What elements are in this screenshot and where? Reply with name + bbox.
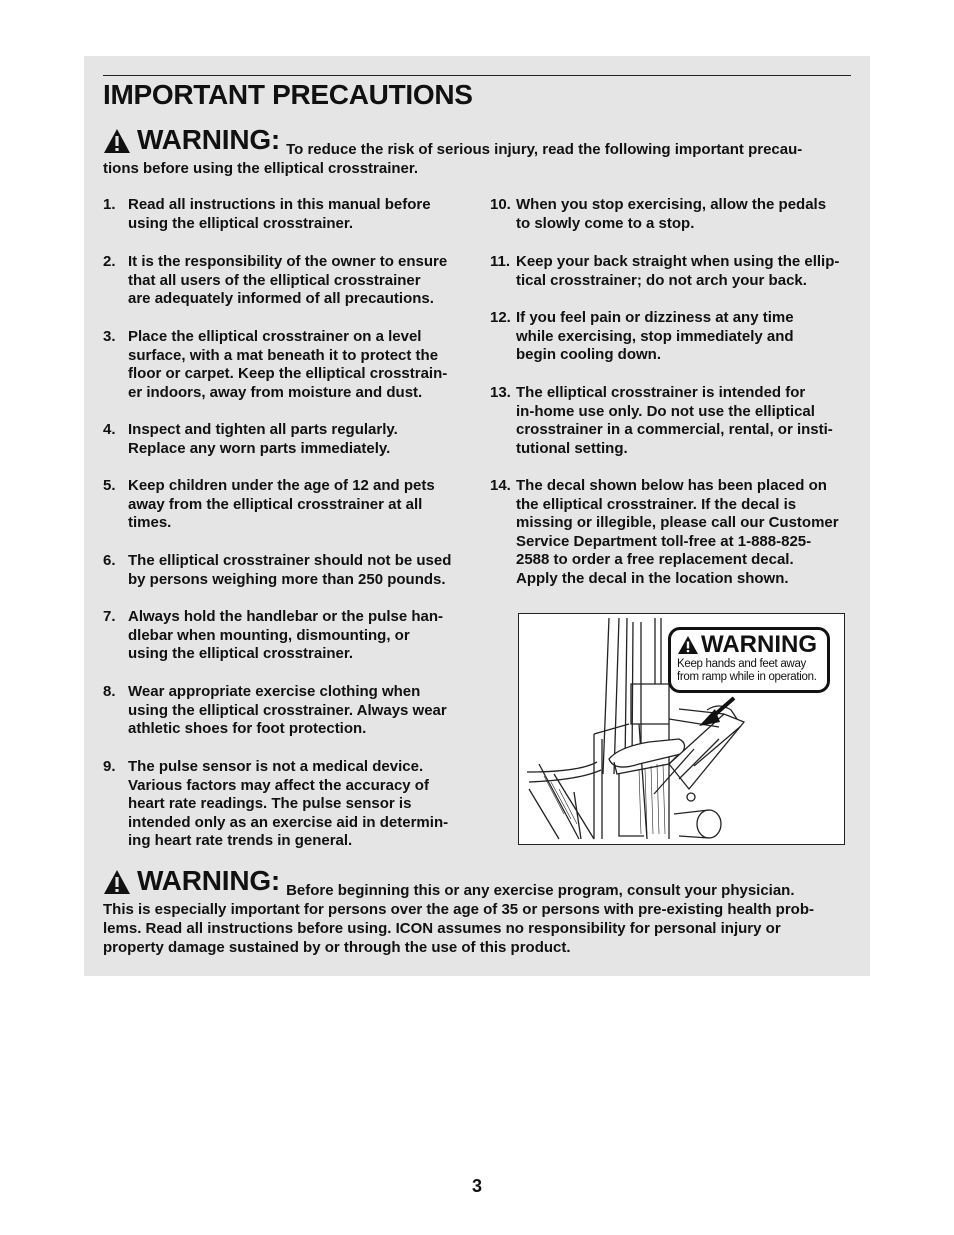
warning-triangle-icon bbox=[677, 635, 699, 655]
precaution-item: 12. If you feel pain or dizziness at any time while exercising, stop immediately and begin cooling down. bbox=[490, 309, 794, 364]
warning-intro-line: tions before using the elliptical crosstrainer. bbox=[103, 160, 419, 177]
warning-triangle-icon bbox=[103, 869, 131, 895]
page-number: 3 bbox=[471, 1176, 482, 1196]
warning-footer-line: property damage sustained by or through the use of this product. bbox=[103, 939, 571, 956]
decal-location-illustration bbox=[518, 613, 845, 845]
warning-intro bbox=[103, 126, 853, 178]
precaution-item: 10. When you stop exercising, allow the pedals to slowly come to a stop. bbox=[490, 196, 827, 232]
warning-label: WARNING: bbox=[137, 865, 281, 896]
precaution-item: 1. Read all instructions in this manual before using the elliptical crosstrainer. bbox=[103, 196, 431, 232]
warning-footer-line: lems. Read all instructions before using. ICON assumes no responsibility for personal injury or bbox=[103, 920, 781, 937]
warning-triangle-icon bbox=[103, 128, 131, 154]
precaution-item: 7. Always hold the handlebar or the pulse han- dlebar when mounting, dismounting, or using the elliptical crosstrainer. bbox=[103, 608, 444, 663]
precaution-item: 9. The pulse sensor is not a medical device. Various factors may affect the accuracy of heart rate readings. The pulse sensor is intended only as an exercise aid in determin- ing heart rate trends in general. bbox=[103, 758, 449, 850]
warning-footer bbox=[103, 867, 853, 957]
precaution-item: 13. The elliptical crosstrainer is intended for in-home use only. Do not use the elliptical crosstrainer in a commercial, rental, or insti- tutional setting. bbox=[490, 384, 833, 457]
precaution-item: 8. Wear appropriate exercise clothing when using the elliptical crosstrainer. Always wear athletic shoes for foot protection. bbox=[103, 683, 447, 738]
decal-text: Keep hands and feet away from ramp while in operation. bbox=[677, 658, 817, 683]
page-title: IMPORTANT PRECAUTIONS bbox=[103, 79, 473, 110]
precaution-item: 3. Place the elliptical crosstrainer on a level surface, with a mat beneath it to protect the floor or carpet. Keep the elliptical crosstrain- er indoors, away from moisture and dust. bbox=[103, 328, 448, 401]
precaution-item: 4. Inspect and tighten all parts regularly. Replace any worn parts immediately. bbox=[103, 421, 398, 457]
warning-footer-line: Before beginning this or any exercise program, consult your physician. bbox=[286, 882, 795, 899]
precaution-item: 11. Keep your back straight when using the ellip- tical crosstrainer; do not arch your back. bbox=[490, 253, 840, 289]
precaution-item: 5. Keep children under the age of 12 and pets away from the elliptical crosstrainer at all times. bbox=[103, 477, 435, 532]
warning-heading bbox=[103, 126, 286, 154]
title-rule bbox=[103, 75, 851, 76]
precautions-list-left bbox=[103, 196, 473, 850]
precaution-item: 14. The decal shown below has been placed on the elliptical crosstrainer. If the decal is missing or illegible, please call our Customer Service Department toll-free at 1-888-825- 2588 to order a free replacement decal. Apply the decal in the location shown. bbox=[490, 477, 839, 587]
warning-heading bbox=[103, 867, 286, 895]
warning-intro-line: To reduce the risk of serious injury, read the following important precau- bbox=[286, 141, 803, 158]
warning-label: WARNING: bbox=[137, 124, 281, 155]
decal-warning-label: WARNING bbox=[701, 631, 817, 658]
precaution-item: 2. It is the responsibility of the owner to ensure that all users of the elliptical crosstrainer are adequately informed of all precautions. bbox=[103, 253, 448, 308]
warning-footer-line: This is especially important for persons over the age of 35 or persons with pre-existing health prob- bbox=[103, 901, 814, 918]
precaution-item: 6. The elliptical crosstrainer should not be used by persons weighing more than 250 pounds. bbox=[103, 552, 452, 588]
warning-decal bbox=[668, 627, 830, 693]
